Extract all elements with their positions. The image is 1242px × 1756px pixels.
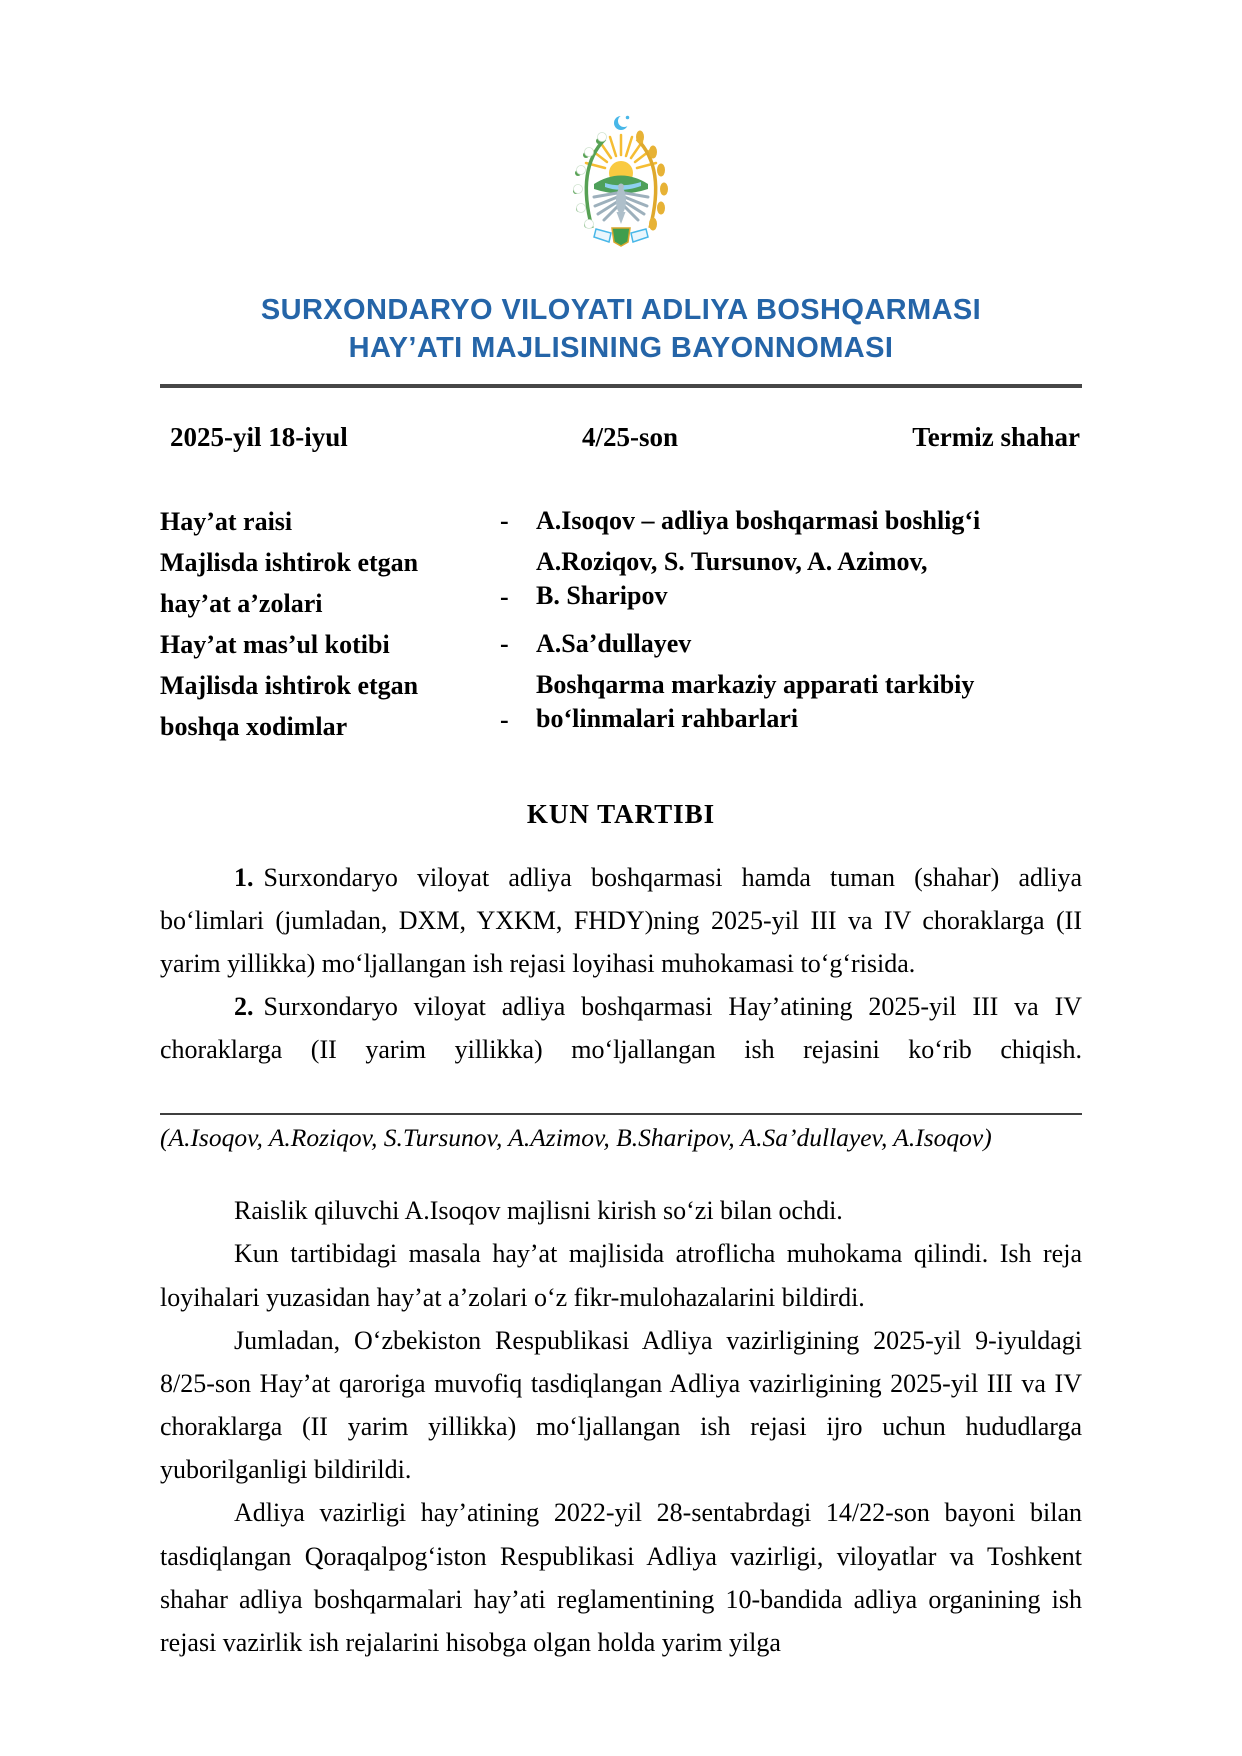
body-paragraph-1: Raislik qiluvchi A.Isoqov majlisni kirish soʻzi bilan ochdi. — [234, 1196, 843, 1226]
meta-row — [170, 422, 1080, 453]
body-paragraph-3: Jumladan, Oʻzbekiston Respublikasi Adliya vazirligining 2025-yil 9-iyuldagi 8/25-son Hay’at qaroriga muvofiq tasdiqlangan Adliya vazirligining 2025-yil III va IV choraklarga (II yarim yillikka) moʻljallangan ish rejasi ijro uchun hududlarga yuborilganligi bildirildi. — [160, 1325, 1082, 1485]
dash-separator: - — [500, 581, 509, 611]
meta-place: Termiz shahar — [912, 421, 1080, 452]
document-title-line1: SURXONDARYO VILOYATI ADLIYA BOSHQARMASI — [260, 294, 982, 326]
document-title-line2: HAY’ATI MAJLISINING BAYONNOMASI — [348, 332, 894, 365]
agenda-item-2 — [160, 985, 1082, 1071]
participant-value: A.Roziqov, S. Tursunov, A. Azimov, B. Sharipov — [536, 546, 928, 610]
meta-date: 2025-yil 18-iyul — [170, 421, 348, 452]
agenda-item-1-text: Surxondaryo viloyat adliya boshqarmasi hamda tuman (shahar) adliya boʻlimlari (jumladan, DXM, YXKM, FHDY)ning 2025-yil III va IV choraklarga (II yarim yillikka) moʻljallangan ish rejasi loyihasi muhokamasi toʻgʻrisida. — [160, 862, 1082, 978]
dash-separator: - — [500, 506, 509, 536]
participant-row-secretary — [160, 624, 1082, 665]
uzbekistan-state-emblem-icon — [546, 108, 696, 258]
participant-label: Hay’at raisi — [160, 506, 293, 536]
participant-value: A.Sa’dullayev — [536, 628, 692, 658]
meta-number: 4/25-son — [581, 421, 679, 452]
participant-row-members — [160, 542, 1082, 624]
signatories-rule — [160, 1113, 1082, 1115]
dash-separator: - — [500, 629, 509, 659]
participant-row-chairman — [160, 501, 1082, 542]
document-title — [0, 291, 1242, 368]
participants-table — [160, 501, 1082, 747]
participant-label: Majlisda ishtirok etgan hay’at a’zolari — [160, 547, 419, 618]
body-paragraph-2: Kun tartibidagi masala hay’at majlisida atroflicha muhokama qilindi. Ish reja loyihalari yuzasidan hay’at a’zolari oʻz fikr-mulohazalarini bildirdi. — [160, 1239, 1082, 1312]
dash-separator: - — [500, 704, 509, 734]
agenda-item-1-number: 1. — [234, 862, 254, 892]
emblem-container — [0, 0, 1242, 263]
participant-value: A.Isoqov – adliya boshqarmasi boshligʻi — [536, 505, 981, 535]
agenda-item-2-text: Surxondaryo viloyat adliya boshqarmasi Hay’atining 2025-yil III va IV choraklarga (II yarim yillikka) moʻljallangan ish rejasini koʻrib chiqish. — [160, 992, 1082, 1065]
signatories-line: (A.Isoqov, A.Roziqov, S.Tursunov, A.Azimov, B.Sharipov, A.Sa’dullayev, A.Isoqov) — [160, 1123, 992, 1153]
agenda-item-1 — [160, 856, 1082, 985]
body-block — [0, 1189, 1242, 1664]
participant-label: Majlisda ishtirok etgan boshqa xodimlar — [160, 670, 419, 741]
body-paragraph-4: Adliya vazirligi hay’atining 2022-yil 28-sentabrdagi 14/22-son bayoni bilan tasdiqlangan Qoraqalpogʻiston Respublikasi Adliya vazirligi, viloyatlar va Toshkent shahar adliya boshqarmalari hay’ati reglamentining 10-bandida adliya organining ish rejasi vazirlik ish rejalarini hisobga olgan holda yarim yilga — [160, 1498, 1082, 1657]
title-double-rule — [160, 384, 1082, 388]
participant-value: Boshqarma markaziy apparati tarkibiy boʻlinmalari rahbarlari — [536, 669, 975, 733]
participant-label: Hay’at mas’ul kotibi — [160, 629, 390, 659]
agenda-item-2-number: 2. — [234, 992, 254, 1021]
participant-row-other-staff — [160, 665, 1082, 747]
agenda-heading: KUN TARTIBI — [526, 798, 716, 829]
